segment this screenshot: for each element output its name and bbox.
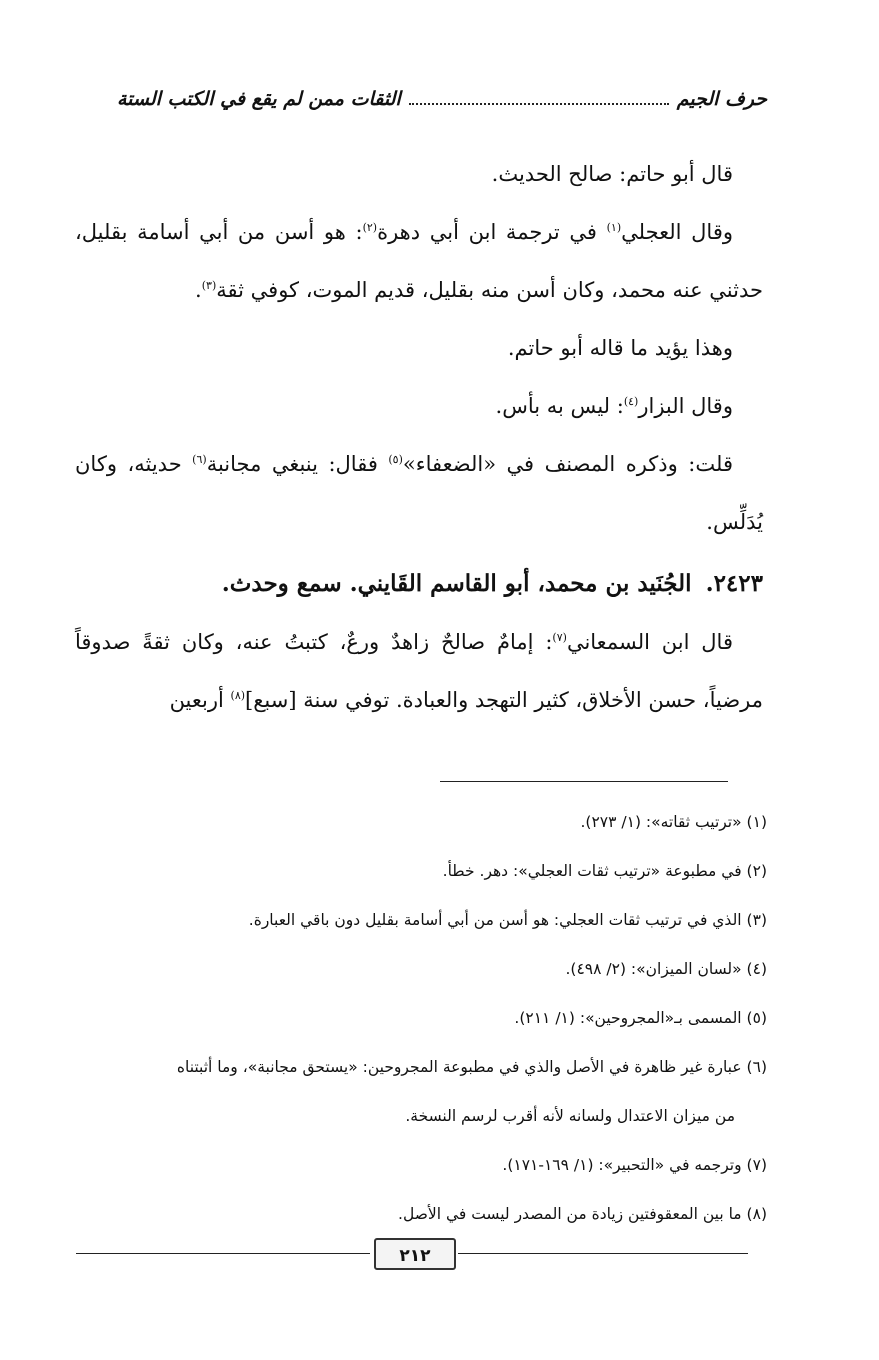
footnote-number: (٦) <box>746 1058 767 1076</box>
text-run: وقال العجلي <box>621 220 733 244</box>
footnote-number: (٨) <box>746 1205 767 1223</box>
page-number: ٢١٢ <box>374 1238 456 1270</box>
footer-rule-right <box>458 1253 748 1254</box>
footnote-4 <box>67 945 767 994</box>
header-chapter: حرف الجيم <box>676 88 767 110</box>
footnote-2 <box>67 847 767 896</box>
entry-heading <box>75 555 763 613</box>
footnote-number: (١) <box>746 813 767 831</box>
footnote-number: (٧) <box>746 1156 767 1174</box>
footnote-text: «ترتيب ثقاته»: (١/ ٢٧٣). <box>580 813 742 831</box>
footnote-text: المسمى بـ«المجروحين»: (١/ ٢١١). <box>514 1009 742 1027</box>
text-run: قال ابن السمعاني <box>566 630 733 654</box>
paragraph-5 <box>75 435 763 551</box>
text-run: . <box>195 278 202 302</box>
text-run: : إمامٌ صالحٌ زاهدٌ ورعٌ، كتبتُ عنه، وكان ثقةً صدوقاً مرضياً، حسن الأخلاق، كثير التهجد والعبادة. توفي سنة [سبع] <box>75 630 763 712</box>
paragraph-6 <box>75 613 763 729</box>
footnote-text: عبارة غير ظاهرة في الأصل والذي في مطبوعة المجروحين: «يستحق مجانبة»، وما أثبتناه <box>176 1058 742 1076</box>
footnote-number: (٤) <box>746 960 767 978</box>
footnote-ref-1[interactable]: (١) <box>606 221 622 234</box>
footnote-1 <box>67 798 767 847</box>
footnote-number: (٣) <box>746 911 767 929</box>
footnote-ref-3[interactable]: (٣) <box>201 279 217 292</box>
footnotes <box>67 798 767 1239</box>
footnote-ref-4[interactable]: (٤) <box>623 395 639 408</box>
footnote-continuation: من ميزان الاعتدال ولسانه لأنه أقرب لرسم النسخة. <box>405 1107 735 1125</box>
entry-number: ٢٤٢٣. <box>705 570 763 597</box>
footnote-ref-7[interactable]: (٧) <box>552 631 567 644</box>
text-run: فقال: ينبغي مجانبة <box>206 452 389 476</box>
footer-rule-left <box>76 1253 370 1254</box>
text-run: قلت: وذكره المصنف في «الضعفاء» <box>402 452 733 476</box>
text-run: في ترجمة ابن أبي دهرة <box>377 220 607 244</box>
footnote-separator <box>440 781 728 782</box>
text-run: : هو أسن من أبي أسامة بقليل، حدثني عنه محمد، وكان أسن منه بقليل، قديم الموت، كوفي ثقة <box>75 220 763 302</box>
text-run: أربعين <box>169 688 231 712</box>
footnote-text: الذي في ترتيب ثقات العجلي: هو أسن من أبي أسامة بقليل دون باقي العبارة. <box>248 911 742 929</box>
footnote-7 <box>67 1141 767 1190</box>
footnote-number: (٢) <box>746 862 767 880</box>
main-text <box>75 145 763 729</box>
footnote-text: «لسان الميزان»: (٢/ ٤٩٨). <box>565 960 742 978</box>
text-run: وقال البزار <box>638 394 733 418</box>
footnote-text: ما بين المعقوفتين زيادة من المصدر ليست في الأصل. <box>398 1205 742 1223</box>
text-run: حديثه، وكان يُدَلِّس. <box>75 452 763 534</box>
paragraph-1: قال أبو حاتم: صالح الحديث. <box>491 162 733 186</box>
footnote-3 <box>67 896 767 945</box>
footnote-text: وترجمه في «التحبير»: (١/ ١٦٩-١٧١). <box>502 1156 742 1174</box>
footnote-ref-2[interactable]: (٢) <box>362 221 378 234</box>
paragraph-4 <box>75 377 763 435</box>
footnote-text: في مطبوعة «ترتيب ثقات العجلي»: دهر. خطأ. <box>442 862 742 880</box>
footnote-ref-8[interactable]: (٨) <box>230 689 246 702</box>
footnote-ref-5[interactable]: (٥) <box>388 453 403 466</box>
paragraph-3: وهذا يؤيد ما قاله أبو حاتم. <box>507 336 733 360</box>
entry-title: الجُنَيد بن محمد، أبو القاسم القَايني. سمع وحدث. <box>221 570 692 597</box>
footnote-6 <box>67 1043 767 1141</box>
text-run: : ليس به بأس. <box>495 394 624 418</box>
running-header <box>117 88 767 110</box>
footnote-ref-6[interactable]: (٦) <box>192 453 207 466</box>
footnote-8 <box>67 1190 767 1239</box>
page-footer <box>76 1238 748 1274</box>
header-book-title: الثقات ممن لم يقع في الكتب الستة <box>117 88 401 110</box>
footnote-number: (٥) <box>746 1009 767 1027</box>
paragraph-2 <box>75 203 763 319</box>
footnote-5 <box>67 994 767 1043</box>
header-dots <box>409 91 669 105</box>
